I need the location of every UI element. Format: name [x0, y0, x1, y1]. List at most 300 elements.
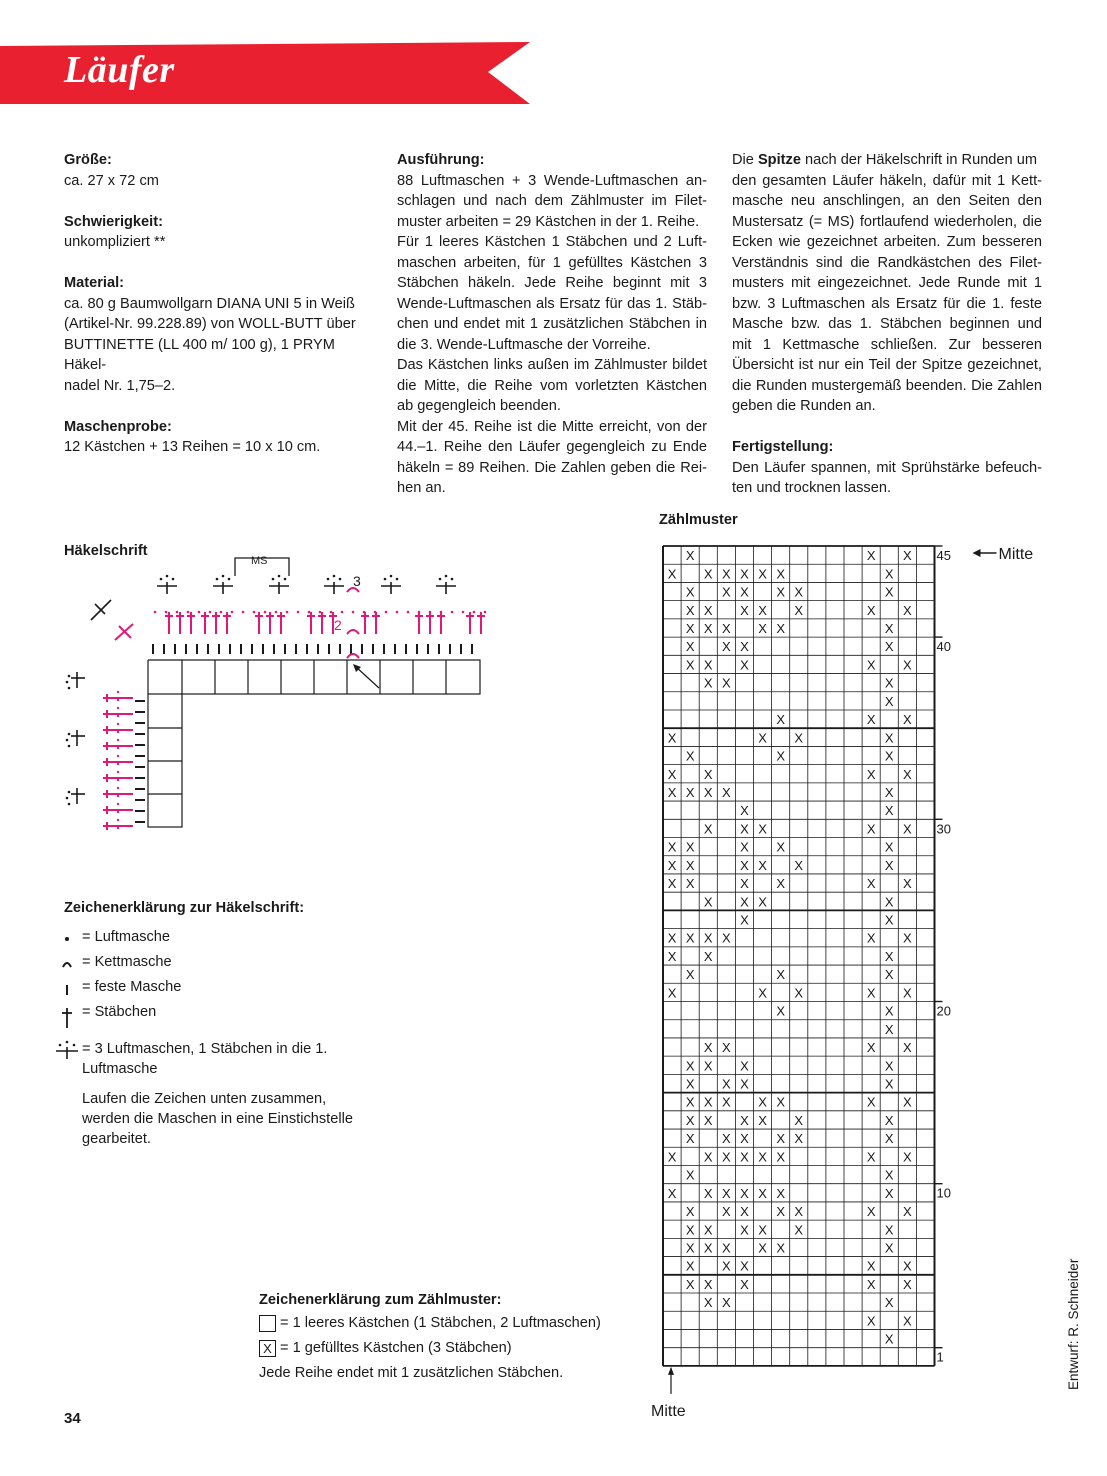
filled-cell: X [740, 566, 749, 582]
chain-stitch [451, 578, 454, 581]
chain-stitch [220, 611, 223, 614]
single-crochet [240, 644, 242, 654]
filled-cell: X [758, 1149, 767, 1165]
filled-cell: X [903, 930, 912, 946]
filled-cell: X [740, 912, 749, 928]
filled-cell: X [703, 620, 713, 636]
text-line: Mustersatz (= MS) fortlaufend wiederholen, die [732, 213, 1042, 230]
row-label: 30 [936, 821, 951, 837]
single-crochet [449, 644, 451, 654]
col-specs [64, 150, 374, 458]
filled-cell: X [884, 894, 894, 910]
filled-cell: X [903, 1094, 912, 1110]
single-crochet [306, 644, 308, 654]
filled-cell: X [703, 675, 713, 691]
single-crochet [460, 644, 462, 654]
filled-cell: X [884, 948, 894, 964]
chain-stitch [209, 611, 212, 614]
filled-cell: X [667, 566, 677, 582]
chain-stitch [445, 575, 448, 578]
filled-cell: X [703, 948, 713, 964]
filled-cell: X [758, 985, 767, 1001]
filled-cell: X [884, 784, 894, 800]
chain-stitch [187, 611, 190, 614]
legend-text: = Stäbchen [82, 1004, 157, 1020]
page-title: Läufer [64, 49, 175, 91]
filled-cell: X [903, 766, 912, 782]
single-crochet [273, 644, 275, 654]
filled-cell: X [903, 1258, 912, 1274]
chain-stitch [228, 578, 231, 581]
filled-cell: X [685, 1240, 695, 1256]
row-label: 45 [936, 548, 951, 563]
chain-stitch [374, 611, 377, 614]
dot-symbol-icon [62, 927, 80, 947]
single-crochet [135, 733, 145, 735]
chart-key-title: Zeichenerklärung zum Zählmuster: [259, 1292, 502, 1308]
filled-cell: X [884, 1003, 894, 1019]
filled-cell: X [866, 1313, 876, 1329]
filled-cell: X [866, 766, 876, 782]
filled-cell: X [722, 1204, 731, 1220]
text-line: häkeln = 89 Reihen. Die Zahlen geben die Rei- [397, 459, 707, 476]
filled-cell: X [740, 1222, 749, 1238]
single-crochet [135, 821, 145, 823]
filled-cell: X [866, 1204, 876, 1220]
filled-cell: X [866, 1040, 876, 1056]
chain-stitch [352, 611, 355, 614]
legend-item [62, 1039, 362, 1079]
chain-stitch [117, 811, 119, 813]
filled-cell: X [794, 1222, 804, 1238]
filled-cell: X [866, 1258, 876, 1274]
legend-note-line: werden die Maschen in eine Einstichstelle [82, 1111, 353, 1127]
dagger-symbol-icon [62, 1002, 80, 1032]
chain-stitch [440, 611, 443, 614]
filled-cell: X [685, 1076, 695, 1092]
single-crochet [135, 766, 145, 768]
text-line: schlagen und nach dem Zählmuster im Filet- [397, 193, 707, 209]
chain-stitch [222, 575, 225, 578]
mitte-label-top: Mitte [998, 546, 1034, 563]
filled-cell: X [866, 821, 876, 837]
legend-title: Zeichenerklärung zur Häkelschrift: [64, 900, 305, 916]
single-crochet [174, 644, 176, 654]
round-1 [135, 644, 473, 823]
filled-cell: X [740, 639, 749, 655]
filled-cell: X [758, 1240, 767, 1256]
filled-cell: X [884, 1112, 894, 1128]
single-crochet [262, 644, 264, 654]
chain-stitch [117, 755, 119, 757]
filled-cell: X [740, 894, 749, 910]
chain-stitch [286, 611, 289, 614]
filled-cell: X [667, 876, 677, 892]
filled-cell: X [903, 1313, 912, 1329]
filled-cell: X [776, 876, 785, 892]
chain-stitch [117, 715, 119, 717]
filled-cell: X [703, 766, 713, 782]
chain-stitch [117, 699, 119, 701]
chain-stitch [330, 611, 333, 614]
chain-stitch [117, 763, 119, 765]
filled-cell: X [884, 1131, 894, 1147]
filet-chart [651, 543, 1060, 1423]
filled-cell: X [740, 1131, 749, 1147]
chain-stitch [264, 611, 267, 614]
filled-cell: X [685, 1094, 695, 1110]
single-crochet [427, 644, 429, 654]
chain-stitch [253, 611, 256, 614]
slip-stitch [347, 654, 359, 658]
single-crochet [317, 644, 319, 654]
chain-stitch [117, 771, 119, 773]
filled-cell: X [740, 1258, 749, 1274]
chain-stitch [117, 803, 119, 805]
chain-stitch [117, 787, 119, 789]
chain-stitch [117, 707, 119, 709]
filled-cell: X [722, 1258, 731, 1274]
filled-cell: X [866, 1094, 876, 1110]
chain-stitch [68, 791, 71, 794]
single-crochet [218, 644, 220, 654]
filled-cell: X [884, 566, 894, 582]
filled-cell: X [703, 784, 713, 800]
filled-cell: X [776, 839, 785, 855]
filled-cell: X [740, 839, 749, 855]
filled-cell: X [740, 857, 749, 873]
filled-cell: X [685, 1058, 695, 1074]
text-line: geben die Runden an. [732, 398, 876, 414]
text-line: die Mitte, die Reihe vom vorletzten Kästchen [397, 377, 707, 394]
text-line: Verständnis sind die Randkästchen des Filet- [732, 254, 1042, 271]
arrow-icon [668, 1367, 674, 1375]
chain-stitch [341, 611, 344, 614]
filled-cell: X [866, 930, 876, 946]
filled-cell: X [667, 1149, 677, 1165]
filled-cell: X [794, 857, 804, 873]
chain-stitch [117, 723, 119, 725]
legend-item [62, 927, 362, 947]
filled-cell: X [685, 1131, 695, 1147]
chain-stitch [319, 611, 322, 614]
filled-cell: X [903, 1204, 912, 1220]
filled-cell: X [884, 584, 894, 600]
legend-text: = 3 Luftmaschen, 1 Stäbchen in die 1. [82, 1041, 328, 1057]
chart-key-text: = 1 leeres Kästchen (1 Stäbchen, 2 Luftmaschen) [280, 1315, 601, 1331]
chain-stitch [66, 797, 69, 800]
row-label: 1 [936, 1349, 944, 1365]
filled-cell: X [703, 894, 713, 910]
size-value: ca. 27 x 72 cm [64, 172, 159, 189]
chain-stitch [297, 611, 300, 614]
filled-cell: X [685, 639, 695, 655]
filled-cell: X [884, 1021, 894, 1037]
chain-stitch [339, 578, 342, 581]
group-stitch [95, 604, 105, 614]
filled-cell: X [685, 1112, 695, 1128]
chain-stitch [117, 731, 119, 733]
filled-cell: X [740, 1058, 749, 1074]
chain-stitch [385, 611, 388, 614]
filled-cell: X [740, 1149, 749, 1165]
single-crochet [135, 711, 145, 713]
single-crochet [135, 810, 145, 812]
filled-cell: X [722, 1040, 731, 1056]
filled-cell: X [884, 857, 894, 873]
chart-key-text: = 1 gefülltes Kästchen (3 Stäbchen) [280, 1340, 512, 1356]
chain-stitch [231, 611, 234, 614]
text-line: bzw. 3 Luftmaschen als Ersatz für die 1. feste [732, 295, 1042, 312]
filled-cell: X [794, 1131, 804, 1147]
chain-stitch [216, 578, 219, 581]
filled-cell: X [703, 602, 713, 618]
filled-cell: X [903, 602, 912, 618]
legend-item [62, 977, 362, 997]
filled-cell: X [794, 584, 804, 600]
filled-cell: X [703, 1240, 713, 1256]
single-crochet [135, 755, 145, 757]
chain-stitch [407, 611, 410, 614]
filled-cell: X [667, 784, 677, 800]
row-label: 10 [936, 1185, 951, 1201]
filled-cell: X [776, 1204, 785, 1220]
filled-cell: X [740, 876, 749, 892]
text-line: Ecken wie gezeichnet arbeiten. Zum besseren [732, 234, 1042, 250]
material-line: BUTTINETTE (LL 400 m/ 100 g), 1 PRYM Häkel- [64, 336, 335, 373]
filled-cell: X [703, 1094, 713, 1110]
filled-cell: X [884, 675, 894, 691]
round-3 [66, 575, 456, 806]
difficulty-label: Schwierigkeit: [64, 213, 163, 230]
filled-cell: X [884, 912, 894, 928]
filled-cell: X [884, 620, 894, 636]
text-line: 44.–1. Reihe den Läufer gegengleich zu Ende [397, 439, 707, 455]
material-line: ca. 80 g Baumwollgarn DIANA UNI 5 in Weiß [64, 295, 355, 312]
filled-cell: X [740, 584, 749, 600]
filled-cell: X [884, 639, 894, 655]
material-line: nadel Nr. 1,75–2. [64, 377, 176, 394]
filled-cell: X [722, 1185, 731, 1201]
filled-cell: X [685, 1204, 695, 1220]
chain-stitch [272, 578, 275, 581]
filled-cell: X [866, 657, 876, 673]
single-crochet [135, 722, 145, 724]
material-line: (Artikel-Nr. 99.228.89) von WOLL-BUTT über [64, 316, 356, 332]
chain-stitch [165, 611, 168, 614]
filled-cell: X [722, 930, 731, 946]
filled-cell: X [903, 548, 912, 564]
chart-title: Zählmuster [659, 512, 738, 528]
filled-cell: X [740, 657, 749, 673]
finish-label: Fertigstellung: [732, 439, 834, 455]
filled-cell: X [884, 1185, 894, 1201]
text-line: Das Kästchen links außen im Zählmuster bildet [397, 357, 707, 373]
filled-cell: X [884, 967, 894, 983]
filled-cell: X [667, 730, 677, 746]
single-crochet [416, 644, 418, 654]
filled-cell: X [685, 548, 695, 564]
single-crochet [372, 644, 374, 654]
filled-cell: X [776, 1003, 785, 1019]
row-label: 20 [936, 1003, 951, 1019]
chain-stitch [117, 747, 119, 749]
filled-cell: X [884, 748, 894, 764]
text-line: hen an. [397, 480, 446, 496]
filled-cell: X [776, 967, 785, 983]
repeat-label: MS [251, 555, 268, 567]
single-crochet [361, 644, 363, 654]
text-line: Übersicht ist nur ein Teil der Spitze gezeichnet, [732, 357, 1042, 373]
filled-cell: X [794, 602, 804, 618]
text-line: musters mit eingezeichnet. Jede Runde mit 1 [732, 275, 1042, 291]
filled-cell: X [903, 657, 912, 673]
arc-symbol-icon [62, 952, 80, 972]
filled-cell: X [866, 548, 876, 564]
chain-stitch [484, 611, 487, 614]
chain-stitch [117, 691, 119, 693]
chain-stitch [198, 611, 201, 614]
filled-cell: X [722, 620, 731, 636]
filled-cell: X [667, 930, 677, 946]
text-line: chen und endet mit 1 zusätzlichen Stäbchen in [397, 316, 707, 332]
round-2 [103, 611, 486, 830]
legend-note-line: gearbeitet. [82, 1131, 151, 1147]
filled-cell: X [703, 1058, 713, 1074]
chain-stitch [439, 578, 442, 581]
filled-cell: X [722, 784, 731, 800]
filled-cell: X [884, 1076, 894, 1092]
filled-cell: X [884, 803, 894, 819]
filled-cell: X [866, 985, 876, 1001]
filled-cell: X [667, 766, 677, 782]
filled-cell: X [685, 930, 695, 946]
filled-cell: X [685, 876, 695, 892]
chain-stitch [68, 675, 71, 678]
difficulty-value: unkompliziert ** [64, 234, 166, 250]
filled-cell: X [776, 566, 785, 582]
filled-cell: X [776, 712, 785, 728]
filled-cell: X [667, 985, 677, 1001]
filled-cell: X [866, 712, 876, 728]
filled-cell: X [758, 821, 767, 837]
chain-stitch [275, 611, 278, 614]
chart-key-item [259, 1338, 639, 1358]
filled-cell: X [667, 857, 677, 873]
filled-cell: X [758, 566, 767, 582]
single-crochet [339, 644, 341, 654]
chain-stitch [160, 578, 163, 581]
filled-cell: X [703, 1185, 713, 1201]
filled-cell: X [740, 602, 749, 618]
filled-cell: X [758, 857, 767, 873]
single-crochet [135, 744, 145, 746]
legend-note [62, 1089, 362, 1149]
empty-box-icon [259, 1315, 276, 1332]
filled-cell: X [776, 1185, 785, 1201]
filled-cell: X [758, 894, 767, 910]
chain-stitch [384, 578, 387, 581]
filled-cell: X [884, 1295, 894, 1311]
filled-cell: X [722, 1295, 731, 1311]
filled-cell: X [866, 602, 876, 618]
filled-cell: X [866, 1276, 876, 1292]
chain-stitch [117, 739, 119, 741]
single-crochet [229, 644, 231, 654]
single-crochet [135, 788, 145, 790]
filled-cell: X [722, 1240, 731, 1256]
filled-cell: X [722, 1131, 731, 1147]
instructions-text [397, 171, 707, 499]
chain-stitch [396, 578, 399, 581]
edge-boxes [148, 660, 480, 827]
filled-cell: X [703, 1112, 713, 1128]
filled-cell: X [758, 620, 767, 636]
round-label: 3 [353, 573, 361, 589]
filled-cell: X [794, 985, 804, 1001]
filled-cell: X [903, 985, 912, 1001]
chart-key [259, 1313, 639, 1383]
filled-cell: X [667, 839, 677, 855]
text-line: Masche bzw. das 1. Stäbchen beginnen und [732, 316, 1042, 332]
filled-cell: X [903, 1040, 912, 1056]
legend-text: = Kettmasche [82, 954, 172, 970]
single-crochet [251, 644, 253, 654]
legend-text: = Luftmasche [82, 929, 171, 945]
filled-cell: X [722, 584, 731, 600]
filled-cell: X [685, 620, 695, 636]
filled-cell: X [758, 1112, 767, 1128]
chain-stitch [66, 739, 69, 742]
filled-cell: X [740, 1276, 749, 1292]
filled-cell: X [884, 693, 894, 709]
diagram-legend [62, 927, 362, 1149]
filled-cell: X [776, 748, 785, 764]
filled-cell: X [685, 602, 695, 618]
mitte-label-bottom: Mitte [651, 1402, 686, 1420]
filled-cell: X [685, 784, 695, 800]
group-symbol-icon [54, 1039, 72, 1061]
chain-stitch [166, 575, 169, 578]
filled-cell: X [703, 1295, 713, 1311]
page-number: 34 [64, 1410, 81, 1427]
chart-key-note: Jede Reihe endet mit 1 zusätzlichen Stäbchen. [259, 1365, 564, 1381]
filled-cell: X [884, 1240, 894, 1256]
single-crochet [328, 644, 330, 654]
filled-cell: X [884, 1167, 894, 1183]
single-crochet [152, 644, 154, 654]
chain-stitch [396, 611, 399, 614]
filled-cell: X [903, 876, 912, 892]
design-credit: Entwurf: R. Schneider [1066, 1258, 1081, 1390]
gauge-value: 12 Kästchen + 13 Reihen = 10 x 10 cm. [64, 439, 321, 455]
material-text [64, 294, 374, 397]
filled-cell: X [903, 821, 912, 837]
chain-stitch [66, 681, 69, 684]
filled-cell: X [758, 1185, 767, 1201]
single-crochet [295, 644, 297, 654]
chain-stitch [284, 578, 287, 581]
filled-cell: X [903, 712, 912, 728]
text-line: ab gegengleich beenden. [397, 398, 561, 414]
chain-stitch [418, 611, 421, 614]
single-crochet [284, 644, 286, 654]
filled-cell: X [685, 1258, 695, 1274]
chain-stitch [117, 779, 119, 781]
chain-stitch [390, 575, 393, 578]
chain-stitch [429, 611, 432, 614]
filled-cell: X [703, 1149, 713, 1165]
